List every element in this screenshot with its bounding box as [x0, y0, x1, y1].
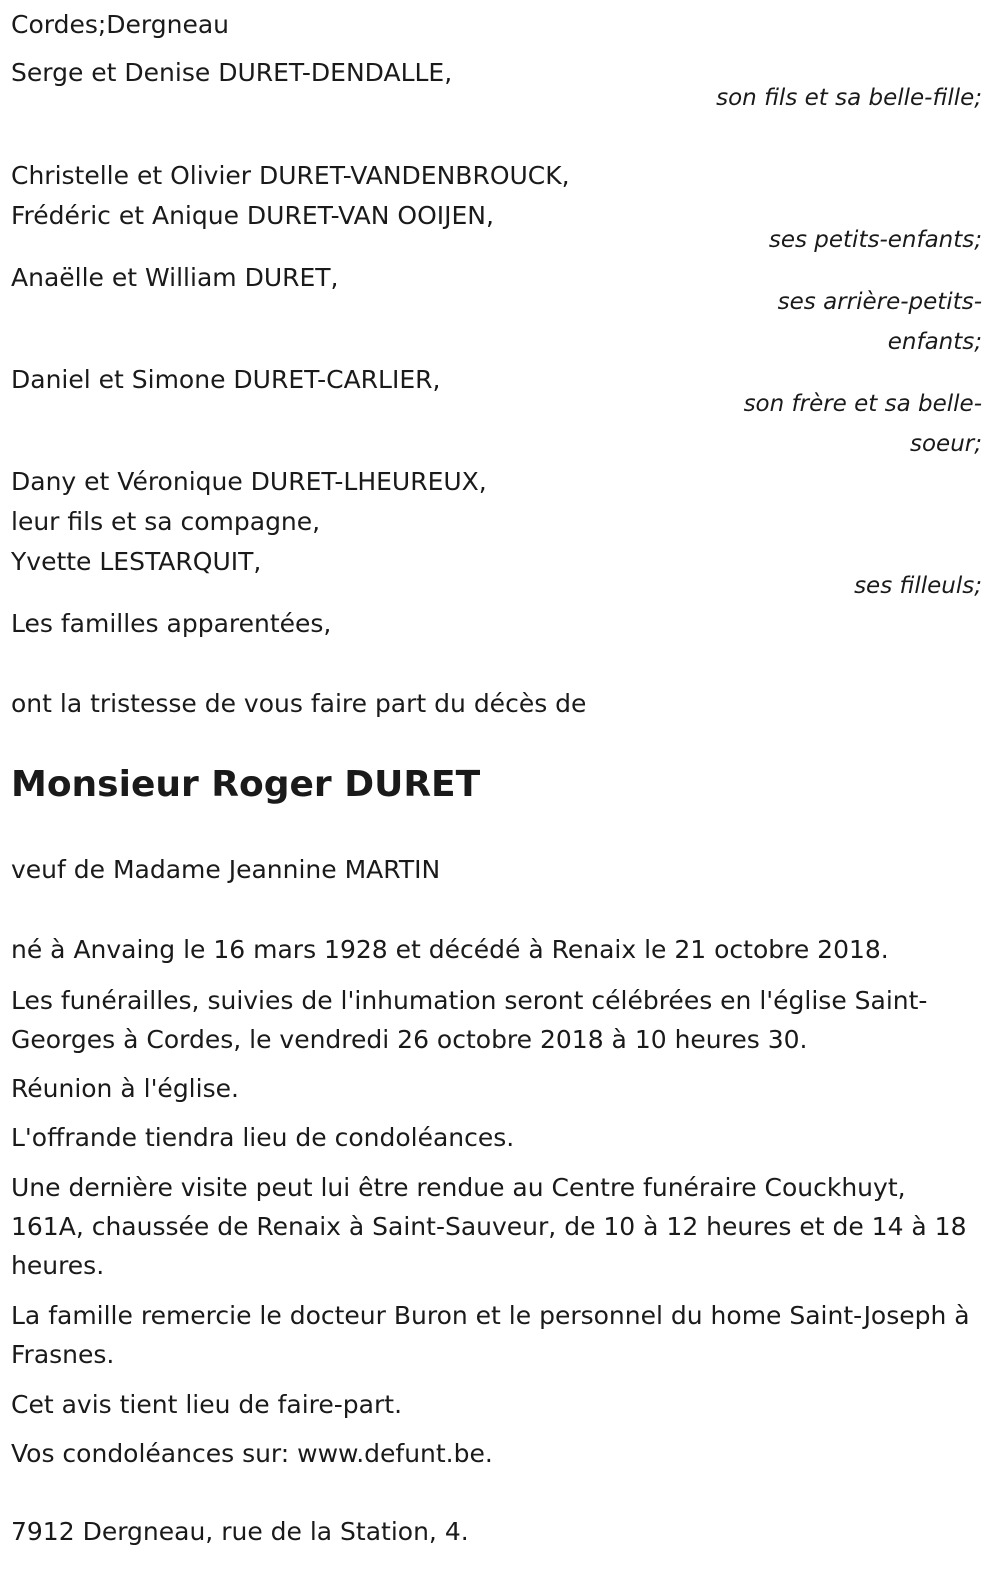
- family-name-line: Anaëlle et William DURET,: [11, 263, 339, 292]
- visit-info: Une dernière visite peut lui être rendue au Centre funéraire Couckhuyt, 161A, chaussée de Renaix à Saint-Sauveur, de 10 à 12 heures et de 14 à 18 heures.: [11, 1173, 967, 1280]
- thanks-info: La famille remercie le docteur Buron et le personnel du home Saint-Joseph à Frasnes.: [11, 1301, 970, 1369]
- condolences-info: Vos condoléances sur: www.defunt.be.: [11, 1439, 493, 1468]
- address: 7912 Dergneau, rue de la Station, 4.: [11, 1517, 469, 1546]
- family-name-line: Dany et Véronique DURET-LHEUREUX,: [11, 467, 487, 496]
- funeral-info: Les funérailles, suivies de l'inhumation seront célébrées en l'église Saint-Georges à Cordes, le vendredi 26 octobre 2018 à 10 heures 30.: [11, 986, 928, 1054]
- family-name-line: Serge et Denise DURET-DENDALLE,: [11, 58, 453, 87]
- widow-of: veuf de Madame Jeannine MARTIN: [11, 855, 441, 884]
- offering-info: L'offrande tiendra lieu de condoléances.: [11, 1123, 515, 1152]
- deceased-name: Monsieur Roger DURET: [11, 764, 481, 805]
- family-name-line: Daniel et Simone DURET-CARLIER,: [11, 365, 441, 394]
- announcement-intro: ont la tristesse de vous faire part du décès de: [11, 689, 587, 718]
- family-name-line: Christelle et Olivier DURET-VANDENBROUCK,: [11, 161, 570, 190]
- birth-death-info: né à Anvaing le 16 mars 1928 et décédé à Renaix le 21 octobre 2018.: [11, 935, 889, 964]
- family-relation: ses filleuls;: [854, 573, 982, 599]
- meeting-info: Réunion à l'église.: [11, 1074, 239, 1103]
- family-name-line: leur fils et sa compagne,: [11, 507, 321, 536]
- family-name-line: Frédéric et Anique DURET-VAN OOIJEN,: [11, 201, 494, 230]
- family-relation: son fils et sa belle-fille;: [716, 85, 982, 111]
- family-name-line: Yvette LESTARQUIT,: [11, 547, 262, 576]
- family-relation: son frère et sa belle-soeur;: [743, 391, 982, 457]
- notice-info: Cet avis tient lieu de faire-part.: [11, 1390, 403, 1419]
- family-name-line: Les familles apparentées,: [11, 609, 332, 638]
- header-place: Cordes;Dergneau: [11, 10, 230, 39]
- family-relation: ses arrière-petits-enfants;: [777, 289, 982, 355]
- family-relation: ses petits-enfants;: [768, 227, 982, 253]
